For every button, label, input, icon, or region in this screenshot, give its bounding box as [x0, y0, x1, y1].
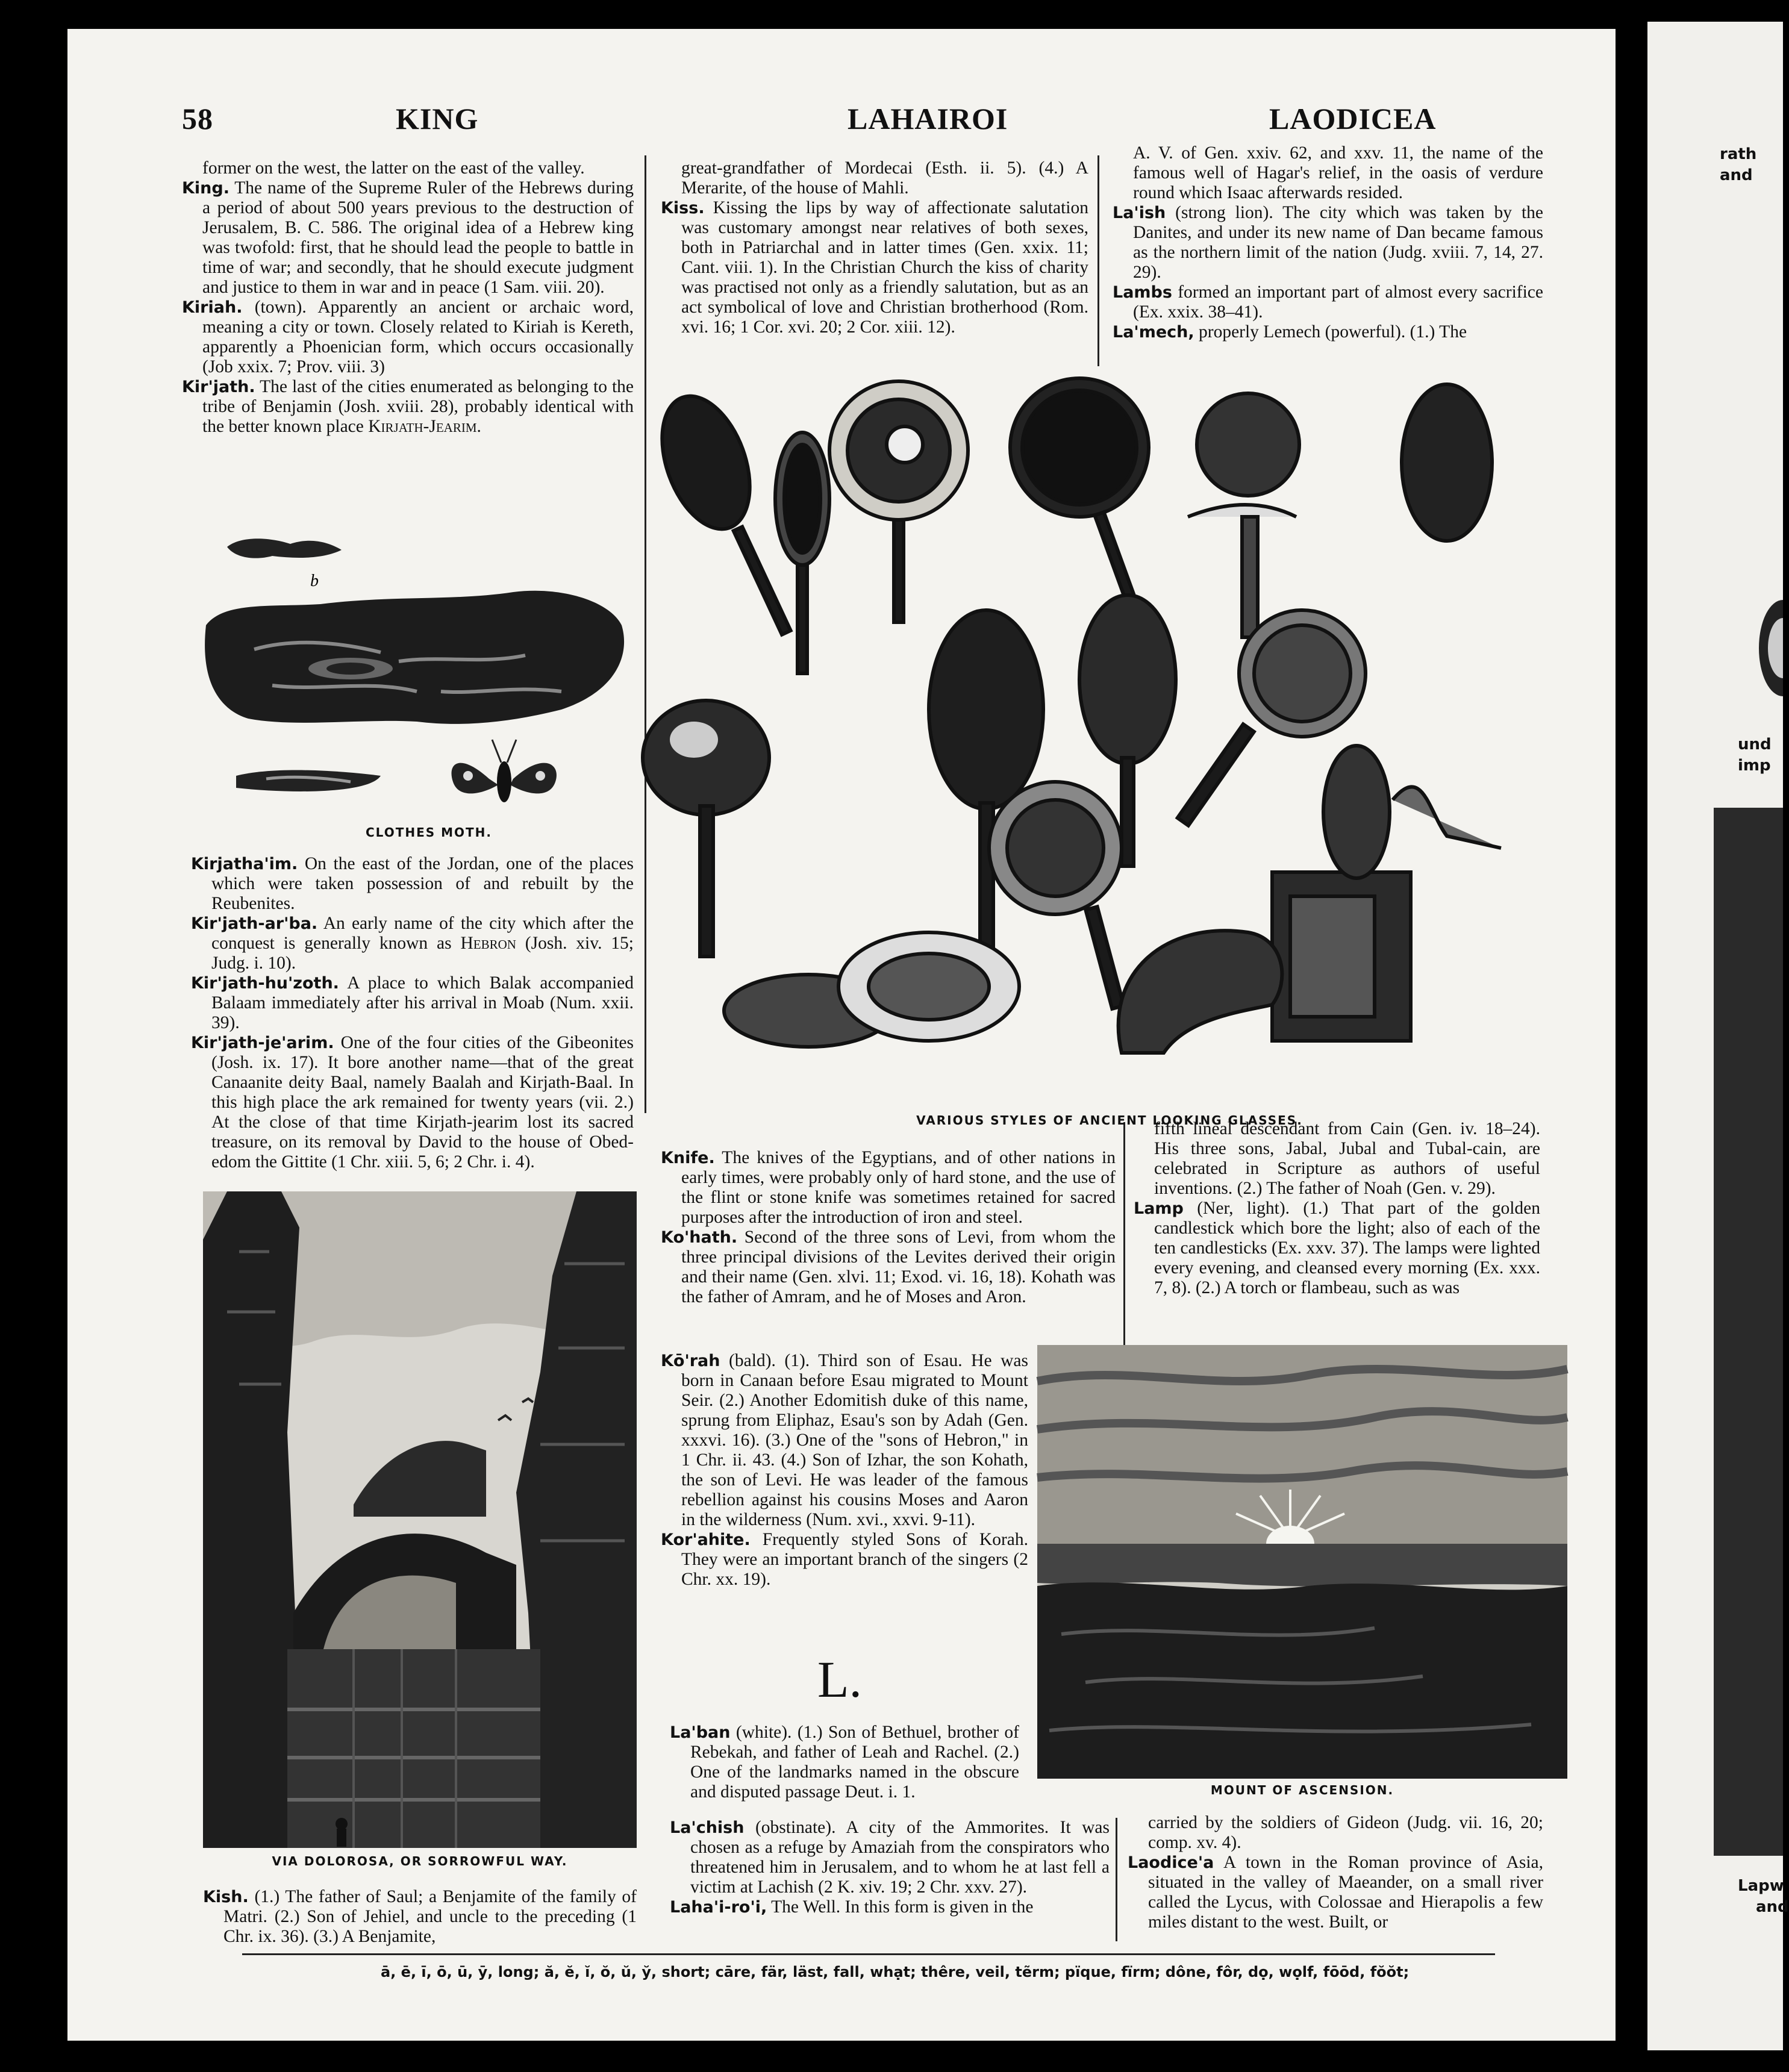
column-rule-bottom [1116, 1818, 1117, 1941]
entry-lambs [1113, 282, 1543, 322]
headword: Knife. [661, 1149, 715, 1167]
clothes-moth-illustration [200, 511, 634, 824]
headword: Kiss. [661, 199, 705, 217]
definition: (white). (1.) Son of Bethuel, brother of Rebekah, and father of Leah and Rachel. (2.) One of the landmarks named in the obscure and disputed passage Deut. i. 1. [690, 1723, 1019, 1802]
headword: Kir'jath-je'arim. [191, 1034, 334, 1052]
header-center-word: LAHAIROI [848, 102, 1008, 136]
entry-kirjath-huzoth [191, 973, 634, 1033]
column-2-middle [661, 1148, 1116, 1307]
next-page-text: Lapw [1738, 1877, 1784, 1895]
headword: Lambs [1113, 283, 1172, 302]
next-page-text: und [1738, 735, 1772, 754]
next-page-text: rath [1720, 145, 1757, 163]
next-page-text: and [1720, 166, 1753, 184]
headword: La'ish [1113, 204, 1166, 222]
entry-kish [203, 1887, 637, 1947]
headword: King. [182, 179, 229, 198]
definition: (strong lion). The city which was taken by the Danites, and under its new name of Dan became famous as the northern limit of the nation (Judg. xviii. 7, 14, 27. 29). [1133, 203, 1544, 282]
entry-korahite [661, 1530, 1028, 1590]
definition: The knives of the Egyptians, and of other nations in early times, were probably only of hard stone, and the use of the flint or stone knife was sometimes retained for sacred purposes after the introduction of iron and steel. [681, 1148, 1116, 1227]
ancient-looking-glasses-illustration [646, 378, 1531, 1101]
column-3-bottom [1128, 1813, 1543, 1932]
definition: (1.) The father of Saul; a Benjamite of the family of Matri. (2.) Son of Jehiel, and uncle to the preceding (1 Chr. ix. 36). (3.) A Benjamite, [223, 1887, 637, 1946]
entry-lahairoi [670, 1897, 1110, 1917]
definition: (obstinate). A city of the Ammorites. It was chosen as a refuge by Amaziah from the conspirators who threatened him in Jerusalem, and to whom he at last fell a victim at Lachish (2 K. xiv. 19; 2 Chr. xxv. 27). [690, 1818, 1110, 1897]
entry-korah [661, 1351, 1028, 1530]
headword: La'ban [670, 1723, 731, 1742]
headword: La'mech, [1113, 323, 1194, 342]
headword: Lamp [1134, 1199, 1184, 1218]
mount-of-ascension-illustration [1037, 1345, 1567, 1779]
header-left-word: KING [396, 102, 479, 136]
column-3-top [1113, 143, 1543, 342]
column-2-laban [670, 1723, 1019, 1802]
text-continuation: fifth lineal descendant from Cain (Gen. iv. 18–24). His three sons, Jabal, Jubal and Tubal-cain, are celebrated in Scripture as authors of useful inventions. (2.) The father of Noah (Gen. v. 29). [1154, 1119, 1540, 1198]
footer-rule [242, 1953, 1495, 1955]
header-right-word: LAODICEA [1269, 102, 1437, 136]
section-letter: L. [817, 1650, 863, 1708]
entry-kohath [661, 1228, 1116, 1307]
headword: Ko'hath. [661, 1228, 738, 1247]
headword: Laodice'a [1128, 1853, 1214, 1872]
column-1-middle [191, 854, 634, 1172]
definition: A place to which Balak accompanied Balaam immediately after his arrival in Moab (Num. xxii. 39). [211, 973, 634, 1032]
entry-lamp [1134, 1199, 1540, 1298]
definition: The last of the cities enumerated as belonging to the tribe of Benjamin (Josh. xviii. 28), probably identical with the better known place [202, 377, 634, 436]
headword: Kir'jath-hu'zoth. [191, 974, 339, 993]
definition: Kissing the lips by way of affectionate salutation was customary amongst near relatives of both sexes, both in Patriarchal and in latter times (Gen. xxix. 11; Cant. viii. 1). In the Christian Church the kiss of charity was practised not only as a friendly salutation, but as an act symbolical of love and Christian brotherhood (Rom. xvi. 16; 1 Cor. xvi. 20; 2 Cor. xiii. 12). [681, 198, 1088, 337]
next-page-illustration [1759, 600, 1783, 696]
definition: An early name of the city which after the conquest is generally known as [211, 914, 634, 953]
headword: Kō'rah [661, 1352, 720, 1370]
entry-lachish [670, 1818, 1110, 1897]
headword: Laha'i-ro'i, [670, 1898, 767, 1917]
definition: A town in the Roman province of Asia, situated in the valley of Maeander, on a small river called the Lycus, with Colossae and Hierapolis a few miles distant to the west. Built, or [1148, 1853, 1544, 1932]
entry-king [182, 178, 634, 298]
entry-kiss [661, 198, 1088, 337]
column-rule-right [1097, 155, 1099, 366]
definition: The name of the Supreme Ruler of the Hebrews during a period of about 500 years previous to the destruction of Jerusalem, B. C. 586. The original idea of a Hebrew king was twofold: first, that he should lead the people to battle in time of war; and secondly, that he should execute judgment and justice to them in war and in peace (1 Sam. viii. 20). [202, 178, 634, 297]
page-number: 58 [182, 102, 213, 136]
definition: (town). Apparently an ancient or archaic word, meaning a city or town. Closely related to Kiriah is Kereth, apparently a Phoenician form, which occurs occasionally (Job xxix. 7; Prov. viii. 3) [202, 298, 634, 376]
caption-via-dolorosa: VIA DOLOROSA, OR SORROWFUL WAY. [272, 1854, 568, 1868]
via-dolorosa-illustration [203, 1191, 637, 1848]
definition: On the east of the Jordan, one of the places which were taken possession of and rebuilt by the Reubenites. [211, 854, 634, 913]
text-continuation: former on the west, the latter on the east of the valley. [202, 158, 585, 178]
text-continuation: A. V. of Gen. xxiv. 62, and xxv. 11, the name of the famous well of Hagar's relief, in the oasis of verdure round which Isaac afterwards resided. [1133, 143, 1543, 202]
next-page-engraving [1714, 808, 1783, 1856]
definition: formed an important part of almost every sacrifice (Ex. xxix. 38–41). [1133, 282, 1543, 322]
entry-laodicea [1128, 1853, 1543, 1932]
caption-mount-of-ascension: MOUNT OF ASCENSION. [1210, 1783, 1394, 1797]
column-1-top [182, 158, 634, 437]
caption-ancient-looking-glasses: VARIOUS STYLES OF ANCIENT LOOKING GLASSES. [916, 1113, 1303, 1128]
text-continuation: carried by the soldiers of Gideon (Judg. vii. 16, 20; comp. xv. 4). [1148, 1813, 1543, 1852]
reference: (Josh. xiv. 15; Judg. i. 10). [211, 934, 634, 973]
next-page-edge [1647, 22, 1789, 2050]
headword: Kish. [203, 1888, 249, 1906]
caption-clothes-moth: CLOTHES MOTH. [365, 825, 492, 840]
entry-laban [670, 1723, 1019, 1802]
definition: Frequently styled Sons of Korah. They were an important branch of the singers (2 Chr. xx. 19). [681, 1530, 1028, 1589]
entry-lamech [1113, 322, 1543, 342]
entry-knife [661, 1148, 1116, 1228]
entry-kirjath-jearim [191, 1033, 634, 1172]
column-rule-mid-lower [1123, 1122, 1125, 1345]
pronunciation-key: ā, ē, ī, ō, ū, ȳ, long; ă, ĕ, ĭ, ŏ, ŭ, y̆, short; cāre, fär, läst, fall, whạt; thêre, veil, tẽrm; pïque, fïrm; dône, fôr, dọ, wọlf, fōōd, fŏŏt; [381, 1964, 1410, 1980]
cross-reference: Kirjath-Jearim. [368, 417, 481, 436]
column-2-lachish [670, 1818, 1110, 1917]
next-page-text: and [1756, 1898, 1789, 1916]
definition: The Well. In this form is given in the [771, 1897, 1034, 1917]
entry-kiriah [182, 298, 634, 377]
definition: (Ner, light). (1.) That part of the golden candlestick which bore the light; also of each of the ten candlesticks (Ex. xxv. 37). The lamps were lighted every evening, and cleansed every morning (Ex. xxx. 7, 8). (2.) A torch or flambeau, such as was [1154, 1199, 1541, 1297]
headword: Kirjatha'im. [191, 855, 298, 873]
definition: (bald). (1). Third son of Esau. He was born in Canaan before Esau migrated to Mount Seir. (2.) Another Edomitish duke of this name, sprung from Eliphaz, Esau's son by Adah (Gen. xxxvi. 16). (3.) One of the "sons of Hebron," in 1 Chr. ii. 43. (4.) Son of Izhar, the son Kohath, the son of Levi. He was leader of the famous rebellion against his cousins Moses and Aaron in the wilderness (Num. xvi., xxvi. 9-11). [681, 1351, 1028, 1529]
book-page [67, 29, 1616, 2041]
entry-kirjath-arba [191, 914, 634, 973]
definition: Second of the three sons of Levi, from whom the three principal divisions of the Levites derived their origin and their name (Gen. xlvi. 11; Exod. vi. 16, 18). Kohath was the father of Amram, and he of Moses and Aron. [681, 1228, 1116, 1306]
moth [452, 740, 557, 802]
text-continuation: great-grandfather of Mordecai (Esth. ii. 5). (4.) A Merarite, of the house of Mahli. [681, 158, 1088, 198]
headword: Kiriah. [182, 298, 243, 317]
entry-kirjath [182, 377, 634, 437]
column-2-top [661, 158, 1088, 337]
column-3-middle [1134, 1119, 1540, 1298]
entry-laish [1113, 203, 1543, 282]
cross-reference: Hebron [460, 934, 516, 953]
headword: Kir'jath. [182, 378, 255, 396]
headword: Kir'jath-ar'ba. [191, 914, 318, 933]
headword: La'chish [670, 1818, 745, 1837]
definition: properly Lemech (powerful). (1.) The [1199, 322, 1467, 342]
column-2-korah [661, 1351, 1028, 1590]
definition: One of the four cities of the Gibeonites (Josh. ix. 17). It bore another name—that of the great Canaanite deity Baal, namely Baalah and Kirjath-Baal. In this high place the ark remained for twenty years (vii. 2.) At the close of that time Kirjath-jearim lost its sacred treasure, on its removal by David to the house of Obed-edom the Gittite (1 Chr. xiii. 5, 6; 2 Chr. i. 4). [211, 1033, 634, 1172]
column-1-bottom [203, 1887, 637, 1947]
entry-kirjathaim [191, 854, 634, 914]
next-page-text: imp [1738, 757, 1771, 775]
moth-label: b [310, 572, 319, 590]
headword: Kor'ahite. [661, 1531, 751, 1549]
